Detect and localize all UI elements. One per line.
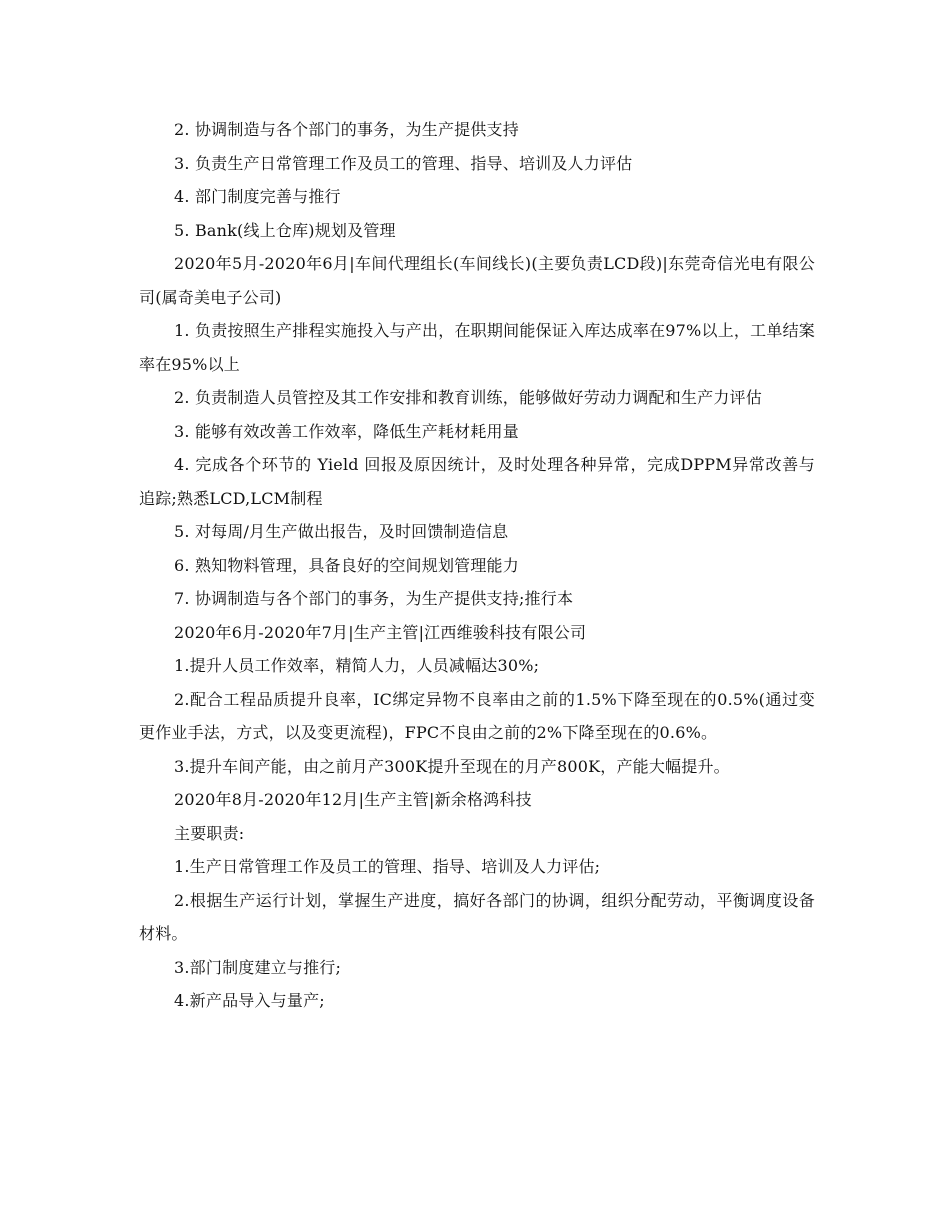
paragraph-dongguan-5: 5. 对每周/月生产做出报告，及时回馈制造信息 — [174, 522, 509, 541]
document-body — [139, 113, 815, 1018]
paragraph-dongguan-1: 1. 负责按照生产排程实施投入与产出，在职期间能保证入库达成率在97%以上，工单结案率在95%以上 — [139, 321, 815, 374]
paragraph-xinyu-1: 1.生产日常管理工作及员工的管理、指导、培训及人力评估; — [174, 857, 601, 876]
job-heading-xinyu: 2020年8月-2020年12月|生产主管|新余格鸿科技 — [174, 790, 532, 809]
job-heading-jiangxi: 2020年6月-2020年7月|生产主管|江西维骏科技有限公司 — [174, 622, 587, 642]
paragraph-jiangxi-2: 2.配合工程品质提升良率，IC绑定异物不良率由之前的1.5%下降至现在的0.5%(通过变更作业手法，方式，以及变更流程)，FPC不良由之前的2%下降至现在的0.6%。 — [139, 689, 815, 742]
paragraph-duty-2: 2. 协调制造与各个部门的事务，为生产提供支持 — [174, 120, 519, 139]
paragraph-dongguan-4: 4. 完成各个环节的 Yield 回报及原因统计，及时处理各种异常，完成DPPM异常改善与追踪;熟悉LCD,LCM制程 — [139, 455, 815, 508]
paragraph-jiangxi-1: 1.提升人员工作效率，精简人力，人员减幅达30%; — [174, 656, 540, 675]
paragraph-dongguan-3: 3. 能够有效改善工作效率，降低生产耗材耗用量 — [174, 421, 519, 441]
paragraph-xinyu-3: 3.部门制度建立与推行; — [174, 957, 342, 977]
paragraph-xinyu-4: 4.新产品导入与量产; — [174, 991, 325, 1010]
paragraph-dongguan-7: 7. 协调制造与各个部门的事务，为生产提供支持;推行本 — [174, 589, 574, 608]
paragraph-jiangxi-3: 3.提升车间产能，由之前月产300K提升至现在的月产800K，产能大幅提升。 — [174, 756, 730, 776]
paragraph-dongguan-6: 6. 熟知物料管理，具备良好的空间规划管理能力 — [174, 555, 519, 575]
paragraph-duty-4: 4. 部门制度完善与推行 — [174, 187, 341, 206]
paragraph-duty-3: 3. 负责生产日常管理工作及员工的管理、指导、培训及人力评估 — [174, 153, 633, 173]
job-heading-dongguan: 2020年5月-2020年6月|车间代理组长(车间线长)(主要负责LCD段)|东莞奇信光电有限公司(属奇美电子公司) — [139, 254, 815, 307]
section-label-main-duties: 主要职责: — [174, 823, 245, 843]
paragraph-duty-5: 5. Bank(线上仓库)规划及管理 — [174, 220, 396, 240]
paragraph-xinyu-2: 2.根据生产运行计划，掌握生产进度，搞好各部门的协调，组织分配劳动，平衡调度设备材料。 — [139, 890, 815, 943]
paragraph-dongguan-2: 2. 负责制造人员管控及其工作安排和教育训练，能够做好劳动力调配和生产力评估 — [174, 388, 762, 407]
